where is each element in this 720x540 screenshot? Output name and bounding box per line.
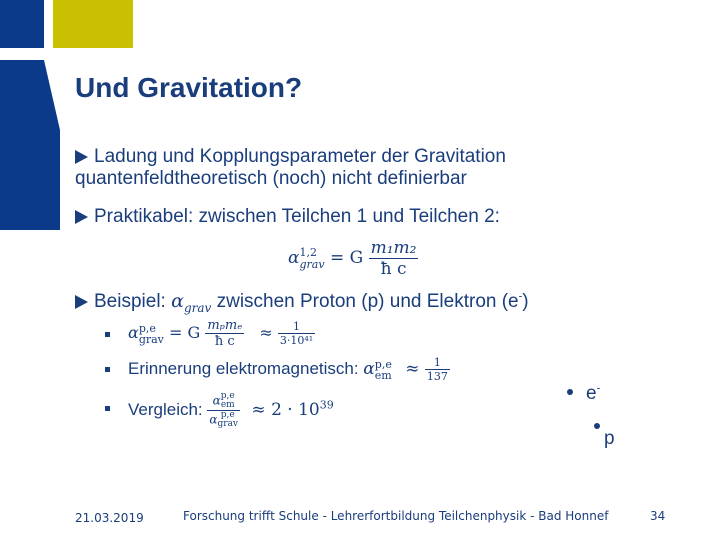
square-bullet-icon	[105, 406, 110, 411]
slide-title: Und Gravitation?	[75, 72, 303, 103]
proton-dot	[594, 423, 600, 429]
top-gold-bar	[53, 0, 133, 48]
corner-decoration	[0, 0, 140, 230]
formula-coupling: α 1,2 grav = G $\frac{\text{m₁m₂}}{\text{ħ c}}$	[288, 238, 417, 279]
footer-page-number: 34	[650, 509, 666, 523]
top-blue-square	[0, 0, 44, 48]
formula-grav-pe: α p,e grav = G $\frac{\text{mₚmₑ}}{\text{ħ c}}$ ≈ $\frac{1}{\text{3·10⁴¹}}$	[128, 318, 314, 349]
bullet-2	[75, 206, 545, 228]
sub-bullet-ratio: Vergleich: α p,e em α p,e grav ≈ $2 \cdot 10^{39}$	[128, 391, 334, 429]
square-bullet-icon	[105, 332, 110, 337]
bullet-1	[75, 146, 545, 190]
proton-label: p	[604, 428, 615, 449]
footer-center: Forschung trifft Schule - Lehrerfortbildung Teilchenphysik - Bad Honnef	[183, 509, 609, 523]
bullet-3: Beispiel: $\alpha_{grav}$ zwischen Proton (p) und Elektron (e-)	[75, 290, 575, 313]
bullet-1-text: Ladung und Kopplungsparameter der Gravitation quantenfeldtheoretisch (noch) nicht definierbar	[75, 146, 506, 189]
footer-date: 21.03.2019	[75, 511, 144, 525]
alpha-grav-symbol: $\alpha_{grav}$	[171, 290, 212, 315]
triangle-bullet-icon	[75, 210, 88, 224]
left-blue-band	[0, 60, 60, 230]
square-bullet-icon	[105, 367, 110, 372]
bullet-2-text: Praktikabel: zwischen Teilchen 1 und Teilchen 2:	[94, 206, 500, 227]
electron-dot	[567, 389, 573, 395]
electron-label: e-	[586, 382, 601, 404]
triangle-bullet-icon	[75, 150, 88, 164]
triangle-bullet-icon	[75, 295, 88, 309]
sub-bullet-em: Erinnerung elektromagnetisch: α p,e em ≈ $\frac{1}{137}$	[128, 356, 448, 383]
